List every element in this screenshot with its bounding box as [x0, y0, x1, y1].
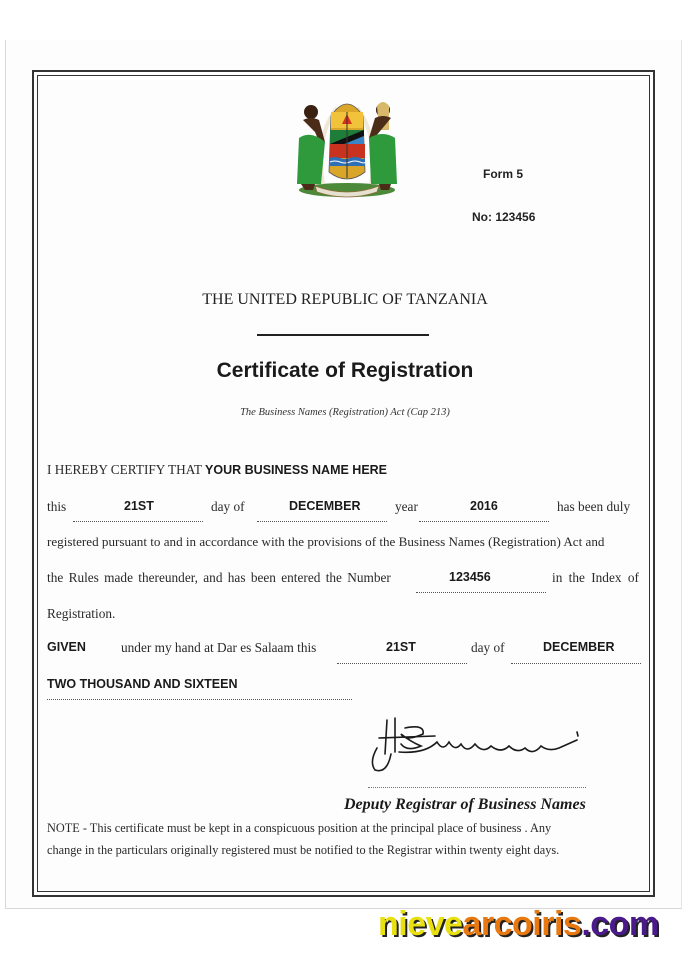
given-text: under my hand at Dar es Salaam this — [121, 640, 317, 655]
month-underline — [257, 521, 387, 522]
number-underline — [416, 592, 546, 593]
business-name: YOUR BUSINESS NAME HERE — [205, 463, 388, 477]
body-line-2-suffix: in the Index of — [552, 570, 639, 585]
month-value: DECEMBER — [289, 499, 361, 513]
watermark-part-3: .com — [581, 905, 659, 943]
signatory-title: Deputy Registrar of Business Names — [344, 796, 586, 813]
year-value: 2016 — [470, 499, 498, 513]
given-day-of-label: day of — [471, 640, 505, 655]
heading-divider — [257, 334, 429, 336]
certificate-number: No: 123456 — [472, 210, 536, 224]
watermark-logo — [378, 905, 659, 944]
act-subtitle: The Business Names (Registration) Act (Cap 213) — [240, 407, 450, 418]
body-line-2-prefix: the Rules made thereunder, and has been entered the Number — [47, 570, 391, 585]
day-underline — [73, 521, 203, 522]
form-label: Form 5 — [483, 167, 524, 181]
year-words-underline — [47, 699, 352, 700]
day-of-label: day of — [211, 499, 245, 514]
certify-prefix: I HEREBY CERTIFY THAT — [47, 462, 202, 477]
watermark-part-2: arcoiris — [462, 905, 582, 943]
certify-line — [47, 462, 387, 478]
country-heading: THE UNITED REPUBLIC OF TANZANIA — [202, 291, 488, 308]
duly-label: has been duly — [557, 499, 631, 514]
signature-underline — [368, 787, 586, 788]
note-line-1: NOTE - This certificate must be kept in a conspicuous position at the principal place of business . Any — [47, 821, 552, 835]
year-in-words: TWO THOUSAND AND SIXTEEN — [47, 677, 238, 691]
note-line-2: change in the particulars originally registered must be notified to the Registrar within twenty eight days. — [47, 843, 560, 857]
year-label: year — [395, 499, 418, 514]
body-line-3: Registration. — [47, 606, 116, 621]
signature-icon — [365, 712, 595, 777]
given-day-underline — [337, 663, 467, 664]
body-line-1: registered pursuant to and in accordance with the provisions of the Business Names (Registration) Act and — [47, 534, 605, 549]
given-day-value: 21ST — [386, 640, 416, 654]
page-title: Certificate of Registration — [216, 359, 474, 382]
given-month-underline — [511, 663, 641, 664]
day-value: 21ST — [124, 499, 154, 513]
this-label: this — [47, 499, 67, 514]
given-label: GIVEN — [47, 640, 86, 654]
given-month-value: DECEMBER — [543, 640, 615, 654]
registration-number: 123456 — [449, 570, 491, 584]
coat-of-arms-icon — [285, 86, 410, 201]
year-underline — [419, 521, 549, 522]
watermark-part-1: nieve — [378, 905, 463, 943]
